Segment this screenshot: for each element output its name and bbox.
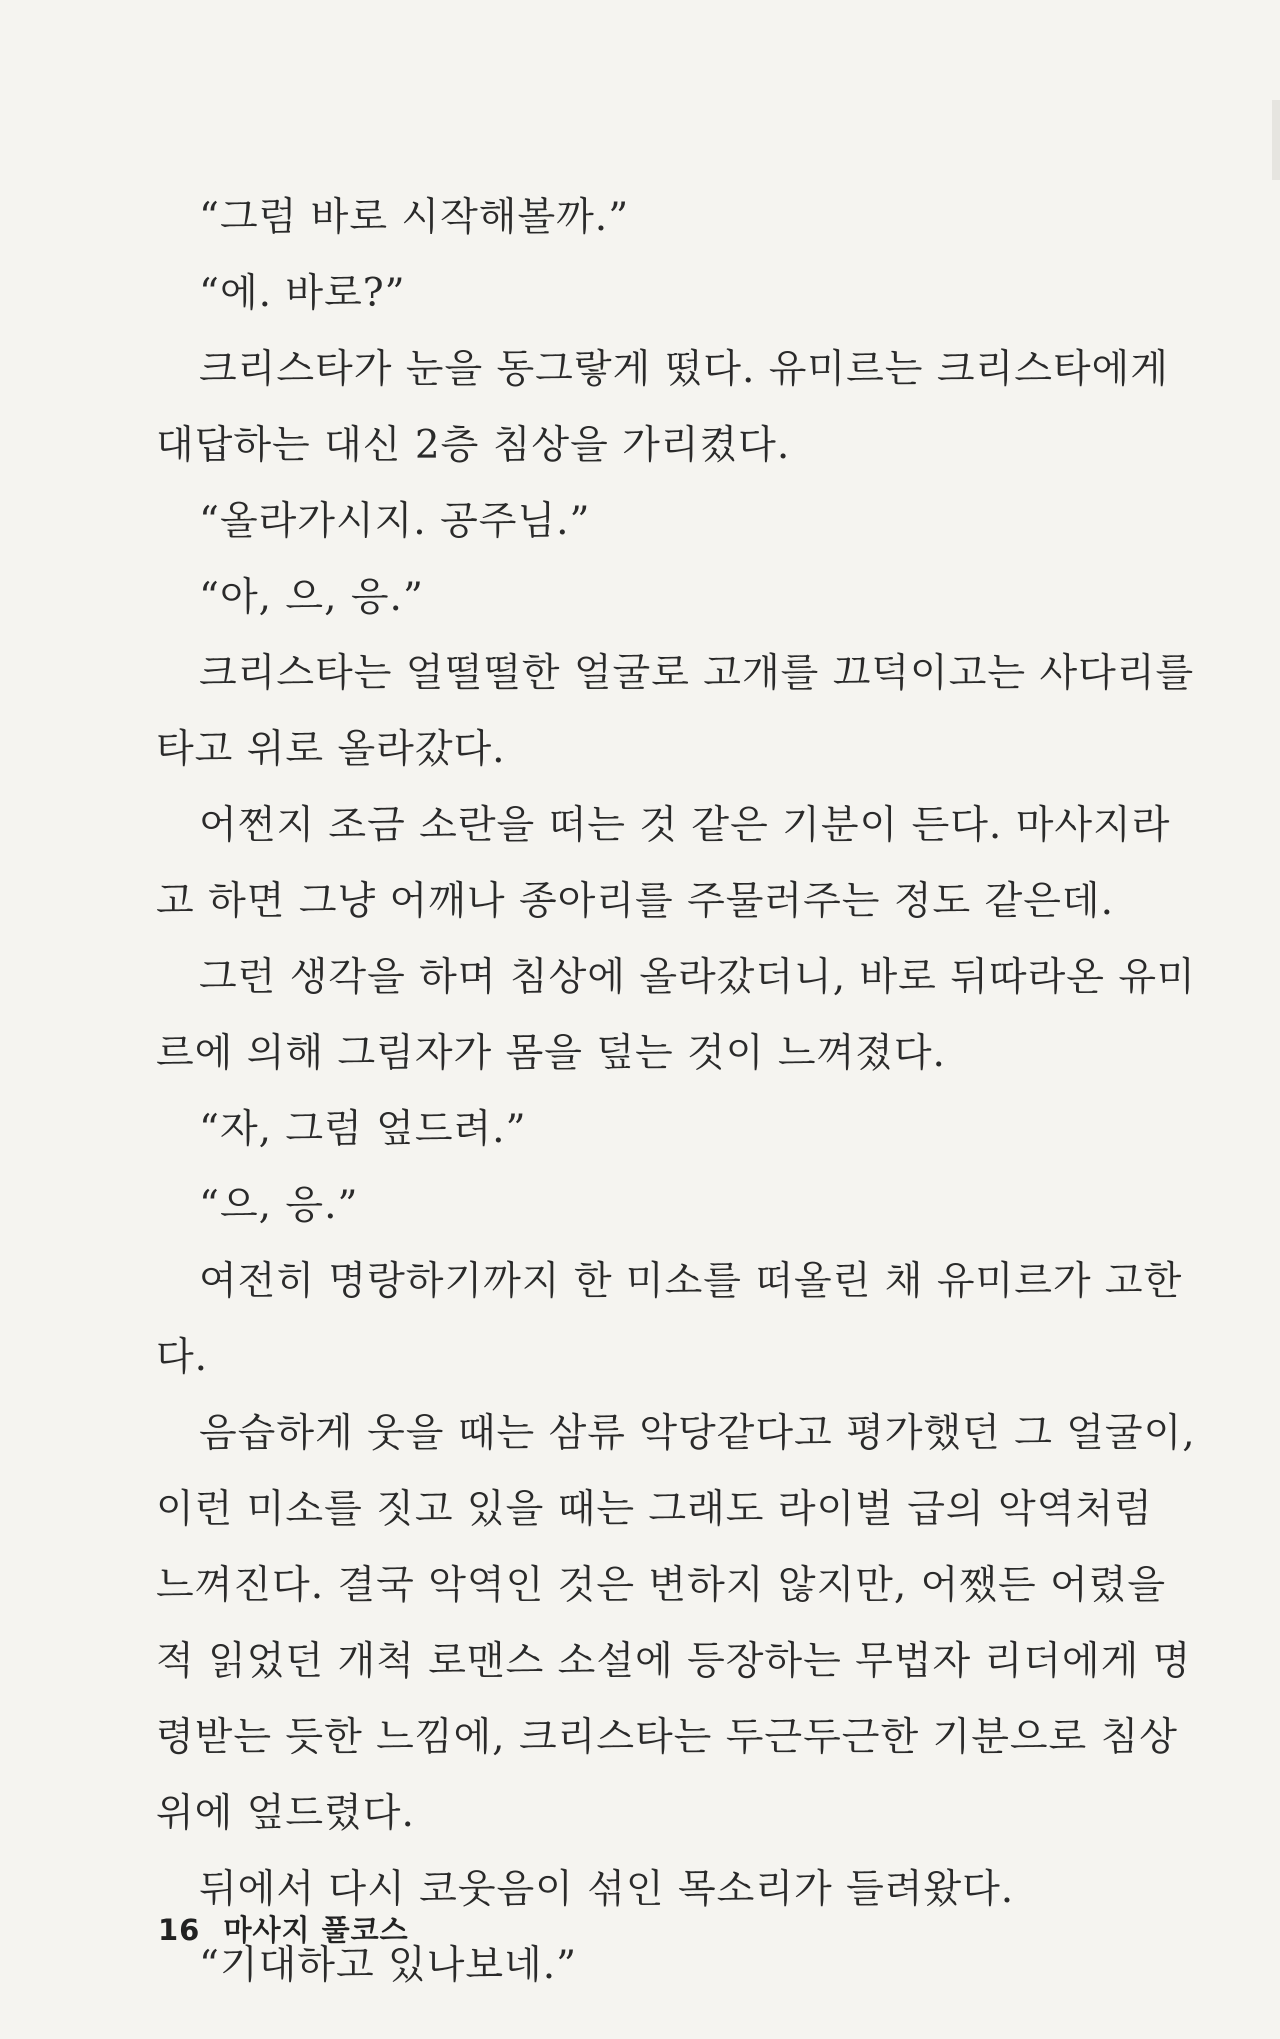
text-line: 크리스타는 얼떨떨한 얼굴로 고개를 끄덕이고는 사다리를 <box>199 651 1195 696</box>
text-line: 이런 미소를 짓고 있을 때는 그래도 라이벌 급의 악역처럼 <box>156 1487 1153 1532</box>
text-line: 느껴진다. 결국 악역인 것은 변하지 않지만, 어쨌든 어렸을 <box>156 1563 1167 1608</box>
page-edge <box>1272 100 1280 180</box>
text-line: 르에 의해 그림자가 몸을 덮는 것이 느껴졌다. <box>156 1031 946 1076</box>
text-line: “그럼 바로 시작해볼까.” <box>199 195 630 240</box>
text-line: 적 읽었던 개척 로맨스 소설에 등장하는 무법자 리더에게 명 <box>156 1639 1192 1684</box>
text-line: 령받는 듯한 느낌에, 크리스타는 두근두근한 기분으로 침상 <box>156 1715 1178 1760</box>
text-line: “자, 그럼 엎드려.” <box>199 1107 527 1152</box>
text-line: 타고 위로 올라갔다. <box>156 727 506 772</box>
text-line: 그런 생각을 하며 침상에 올라갔더니, 바로 뒤따라온 유미 <box>199 955 1196 1000</box>
text-line: “아, 으, 응.” <box>199 575 424 620</box>
page-number: 16 <box>158 1913 201 1947</box>
text-line: 뒤에서 다시 코웃음이 섞인 목소리가 들려왔다. <box>199 1867 1015 1912</box>
text-line: “으, 응.” <box>199 1183 359 1228</box>
text-line: 대답하는 대신 2층 침상을 가리켰다. <box>156 423 791 468</box>
book-title: 마사지 풀코스 <box>223 1913 409 1947</box>
text-line: 위에 엎드렸다. <box>156 1791 415 1836</box>
text-line: 어쩐지 조금 소란을 떠는 것 같은 기분이 든다. 마사지라 <box>199 803 1171 848</box>
body-text <box>156 180 1196 2004</box>
text-line: 여전히 명랑하기까지 한 미소를 떠올린 채 유미르가 고한 <box>199 1259 1183 1304</box>
text-line: “기대하고 있나보네.” <box>199 1943 578 1988</box>
page-footer <box>158 1908 409 1949</box>
text-line: “올라가시지. 공주님.” <box>199 499 591 544</box>
text-line: 고 하면 그냥 어깨나 종아리를 주물러주는 정도 같은데. <box>156 879 1115 924</box>
text-line: 크리스타가 눈을 동그랗게 떴다. 유미르는 크리스타에게 <box>199 347 1169 392</box>
text-line: 다. <box>156 1335 209 1380</box>
text-line: “에. 바로?” <box>199 271 406 316</box>
text-line: 음습하게 웃을 때는 삼류 악당같다고 평가했던 그 얼굴이, <box>199 1411 1196 1456</box>
